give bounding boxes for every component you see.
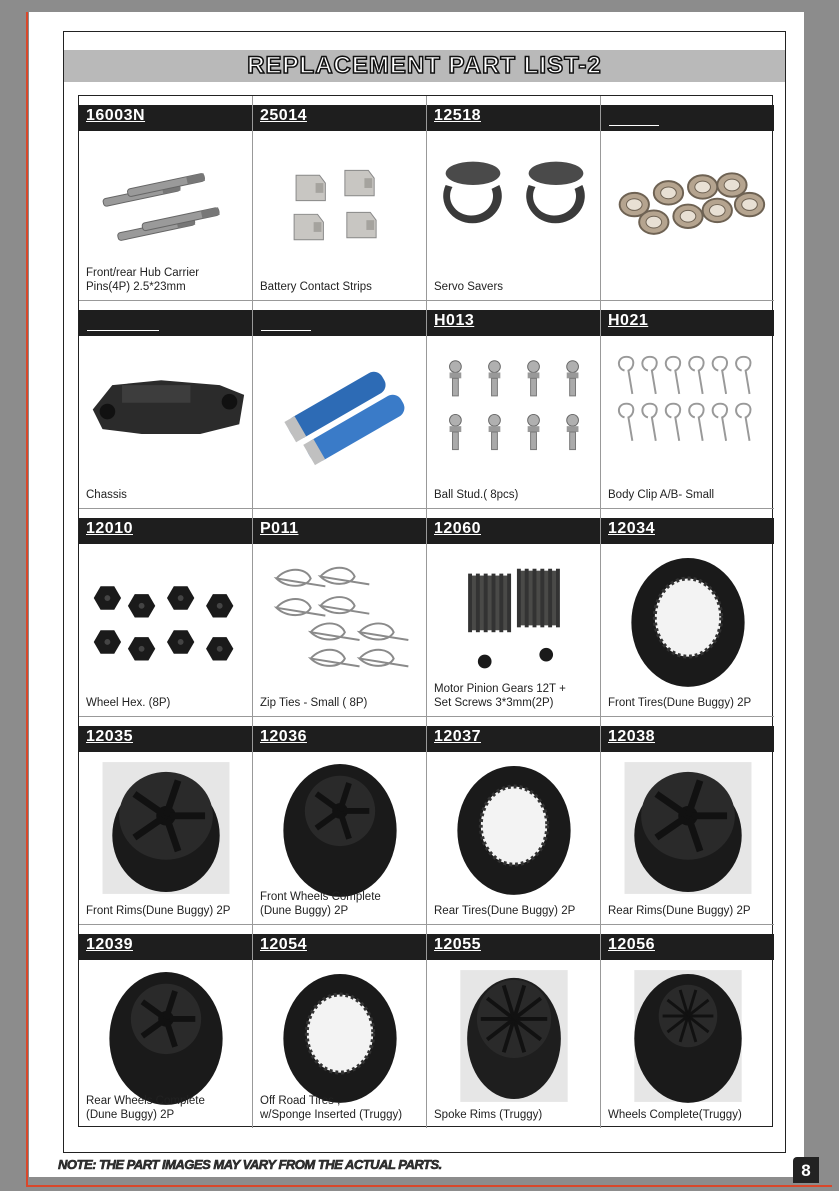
- part-description: Front Wheels Complete (Dune Buggy) 2P: [260, 891, 381, 917]
- page-title: REPLACEMENT PART LIST-2: [247, 52, 602, 79]
- part-code-bar: [79, 518, 252, 544]
- chassis-icon: [83, 341, 249, 483]
- part-code-bar: [601, 105, 774, 131]
- part-cell: [601, 717, 774, 925]
- part-code-bar: [601, 934, 774, 960]
- part-code: 25014: [260, 107, 307, 124]
- part-code: 12037: [434, 728, 481, 745]
- part-code: H021: [608, 312, 649, 329]
- part-description: Servo Savers: [434, 281, 504, 293]
- part-code-bar: [79, 105, 252, 131]
- part-cell: [601, 925, 774, 1128]
- ball-stud-icon: [431, 341, 597, 483]
- part-code: 12060: [434, 520, 481, 537]
- part-cell: [427, 509, 601, 717]
- page-number: 8: [793, 1157, 819, 1183]
- tire-icon: [257, 965, 423, 1107]
- part-code: 12036: [260, 728, 307, 745]
- part-description: Wheels Complete(Truggy): [608, 1109, 742, 1121]
- wheel-icon: [83, 965, 249, 1107]
- part-code: 16003N: [86, 107, 146, 124]
- bearings-icon: [605, 136, 771, 278]
- part-code: P011: [260, 520, 299, 537]
- part-cell: [601, 301, 774, 509]
- contact-strips-icon: [257, 136, 423, 278]
- rim-icon: [605, 757, 771, 899]
- part-description: Front Tires(Dune Buggy) 2P: [608, 697, 752, 709]
- part-cell: [253, 509, 427, 717]
- part-description: Off Road Tires , w/Sponge Inserted (Truggy): [260, 1095, 403, 1121]
- part-code-bar: [601, 518, 774, 544]
- part-code-bar: [427, 934, 600, 960]
- part-description: Motor Pinion Gears 12T + Set Screws 3*3mm(2P): [434, 683, 566, 709]
- part-description: Body Clip A/B- Small: [608, 489, 715, 501]
- spoke-rim-icon: [431, 965, 597, 1107]
- blank-code-line: [609, 125, 659, 126]
- part-cell: [427, 925, 601, 1128]
- pins-icon: [83, 136, 249, 278]
- part-code: 12035: [86, 728, 133, 745]
- parts-grid: [78, 95, 773, 1127]
- part-description: Spoke Rims (Truggy): [434, 1109, 543, 1121]
- part-description: Front/rear Hub Carrier Pins(4P) 2.5*23mm: [86, 267, 200, 293]
- part-cell: [427, 96, 601, 301]
- part-cell: [253, 96, 427, 301]
- part-code-bar: [79, 934, 252, 960]
- part-description: Front Rims(Dune Buggy) 2P: [86, 905, 231, 917]
- part-description: Ball Stud.( 8pcs): [434, 489, 519, 501]
- part-cell: [79, 301, 253, 509]
- part-code: 12054: [260, 936, 307, 953]
- part-cell: [427, 717, 601, 925]
- spoke-wheel-icon: [605, 965, 771, 1107]
- part-code: 12034: [608, 520, 655, 537]
- part-code-bar: [253, 726, 426, 752]
- part-cell: [253, 717, 427, 925]
- part-code-bar: [601, 726, 774, 752]
- part-cell: [253, 301, 427, 509]
- part-cell: [427, 301, 601, 509]
- wheel-hex-icon: [83, 549, 249, 691]
- part-description: Battery Contact Strips: [260, 281, 372, 293]
- body-clip-icon: [605, 341, 771, 483]
- part-code: 12010: [86, 520, 133, 537]
- part-cell: [79, 925, 253, 1128]
- part-code: 12055: [434, 936, 481, 953]
- part-code-bar: [79, 726, 252, 752]
- tire-icon: [431, 757, 597, 899]
- part-code-bar: [79, 310, 252, 336]
- blank-code-line: [87, 330, 159, 331]
- wheel-icon: [257, 757, 423, 899]
- part-code-bar: [253, 105, 426, 131]
- part-code-bar: [253, 310, 426, 336]
- part-code: H013: [434, 312, 475, 329]
- title-band: [64, 50, 785, 82]
- rim-icon: [83, 757, 249, 899]
- part-code-bar: [601, 310, 774, 336]
- tire-icon: [605, 549, 771, 691]
- part-code: 12518: [434, 107, 481, 124]
- part-description: Chassis: [86, 489, 127, 501]
- part-description: Rear Wheels Complete (Dune Buggy) 2P: [86, 1095, 205, 1121]
- part-cell: [79, 717, 253, 925]
- part-description: Zip Ties - Small ( 8P): [260, 697, 368, 709]
- part-cell: [79, 509, 253, 717]
- pinion-gear-icon: [431, 549, 597, 691]
- footnote: NOTE: THE PART IMAGES MAY VARY FROM THE ACTUAL PARTS.: [58, 1157, 442, 1172]
- part-description: Rear Rims(Dune Buggy) 2P: [608, 905, 751, 917]
- page-edge-tab: [804, 12, 839, 1152]
- part-code: 12039: [86, 936, 133, 953]
- blank-code-line: [261, 330, 311, 331]
- part-cell: [601, 96, 774, 301]
- part-code: 12038: [608, 728, 655, 745]
- part-cell: [253, 925, 427, 1128]
- servo-saver-icon: [431, 136, 597, 278]
- part-cell: [79, 96, 253, 301]
- part-code-bar: [253, 934, 426, 960]
- part-code-bar: [427, 310, 600, 336]
- battery-icon: [257, 341, 423, 483]
- part-code-bar: [427, 105, 600, 131]
- part-code-bar: [427, 518, 600, 544]
- part-code-bar: [427, 726, 600, 752]
- part-description: Rear Tires(Dune Buggy) 2P: [434, 905, 576, 917]
- part-code-bar: [253, 518, 426, 544]
- part-description: Wheel Hex. (8P): [86, 697, 171, 709]
- zip-tie-icon: [257, 549, 423, 691]
- page-margin: [0, 0, 26, 1191]
- part-cell: [601, 509, 774, 717]
- part-code: 12056: [608, 936, 655, 953]
